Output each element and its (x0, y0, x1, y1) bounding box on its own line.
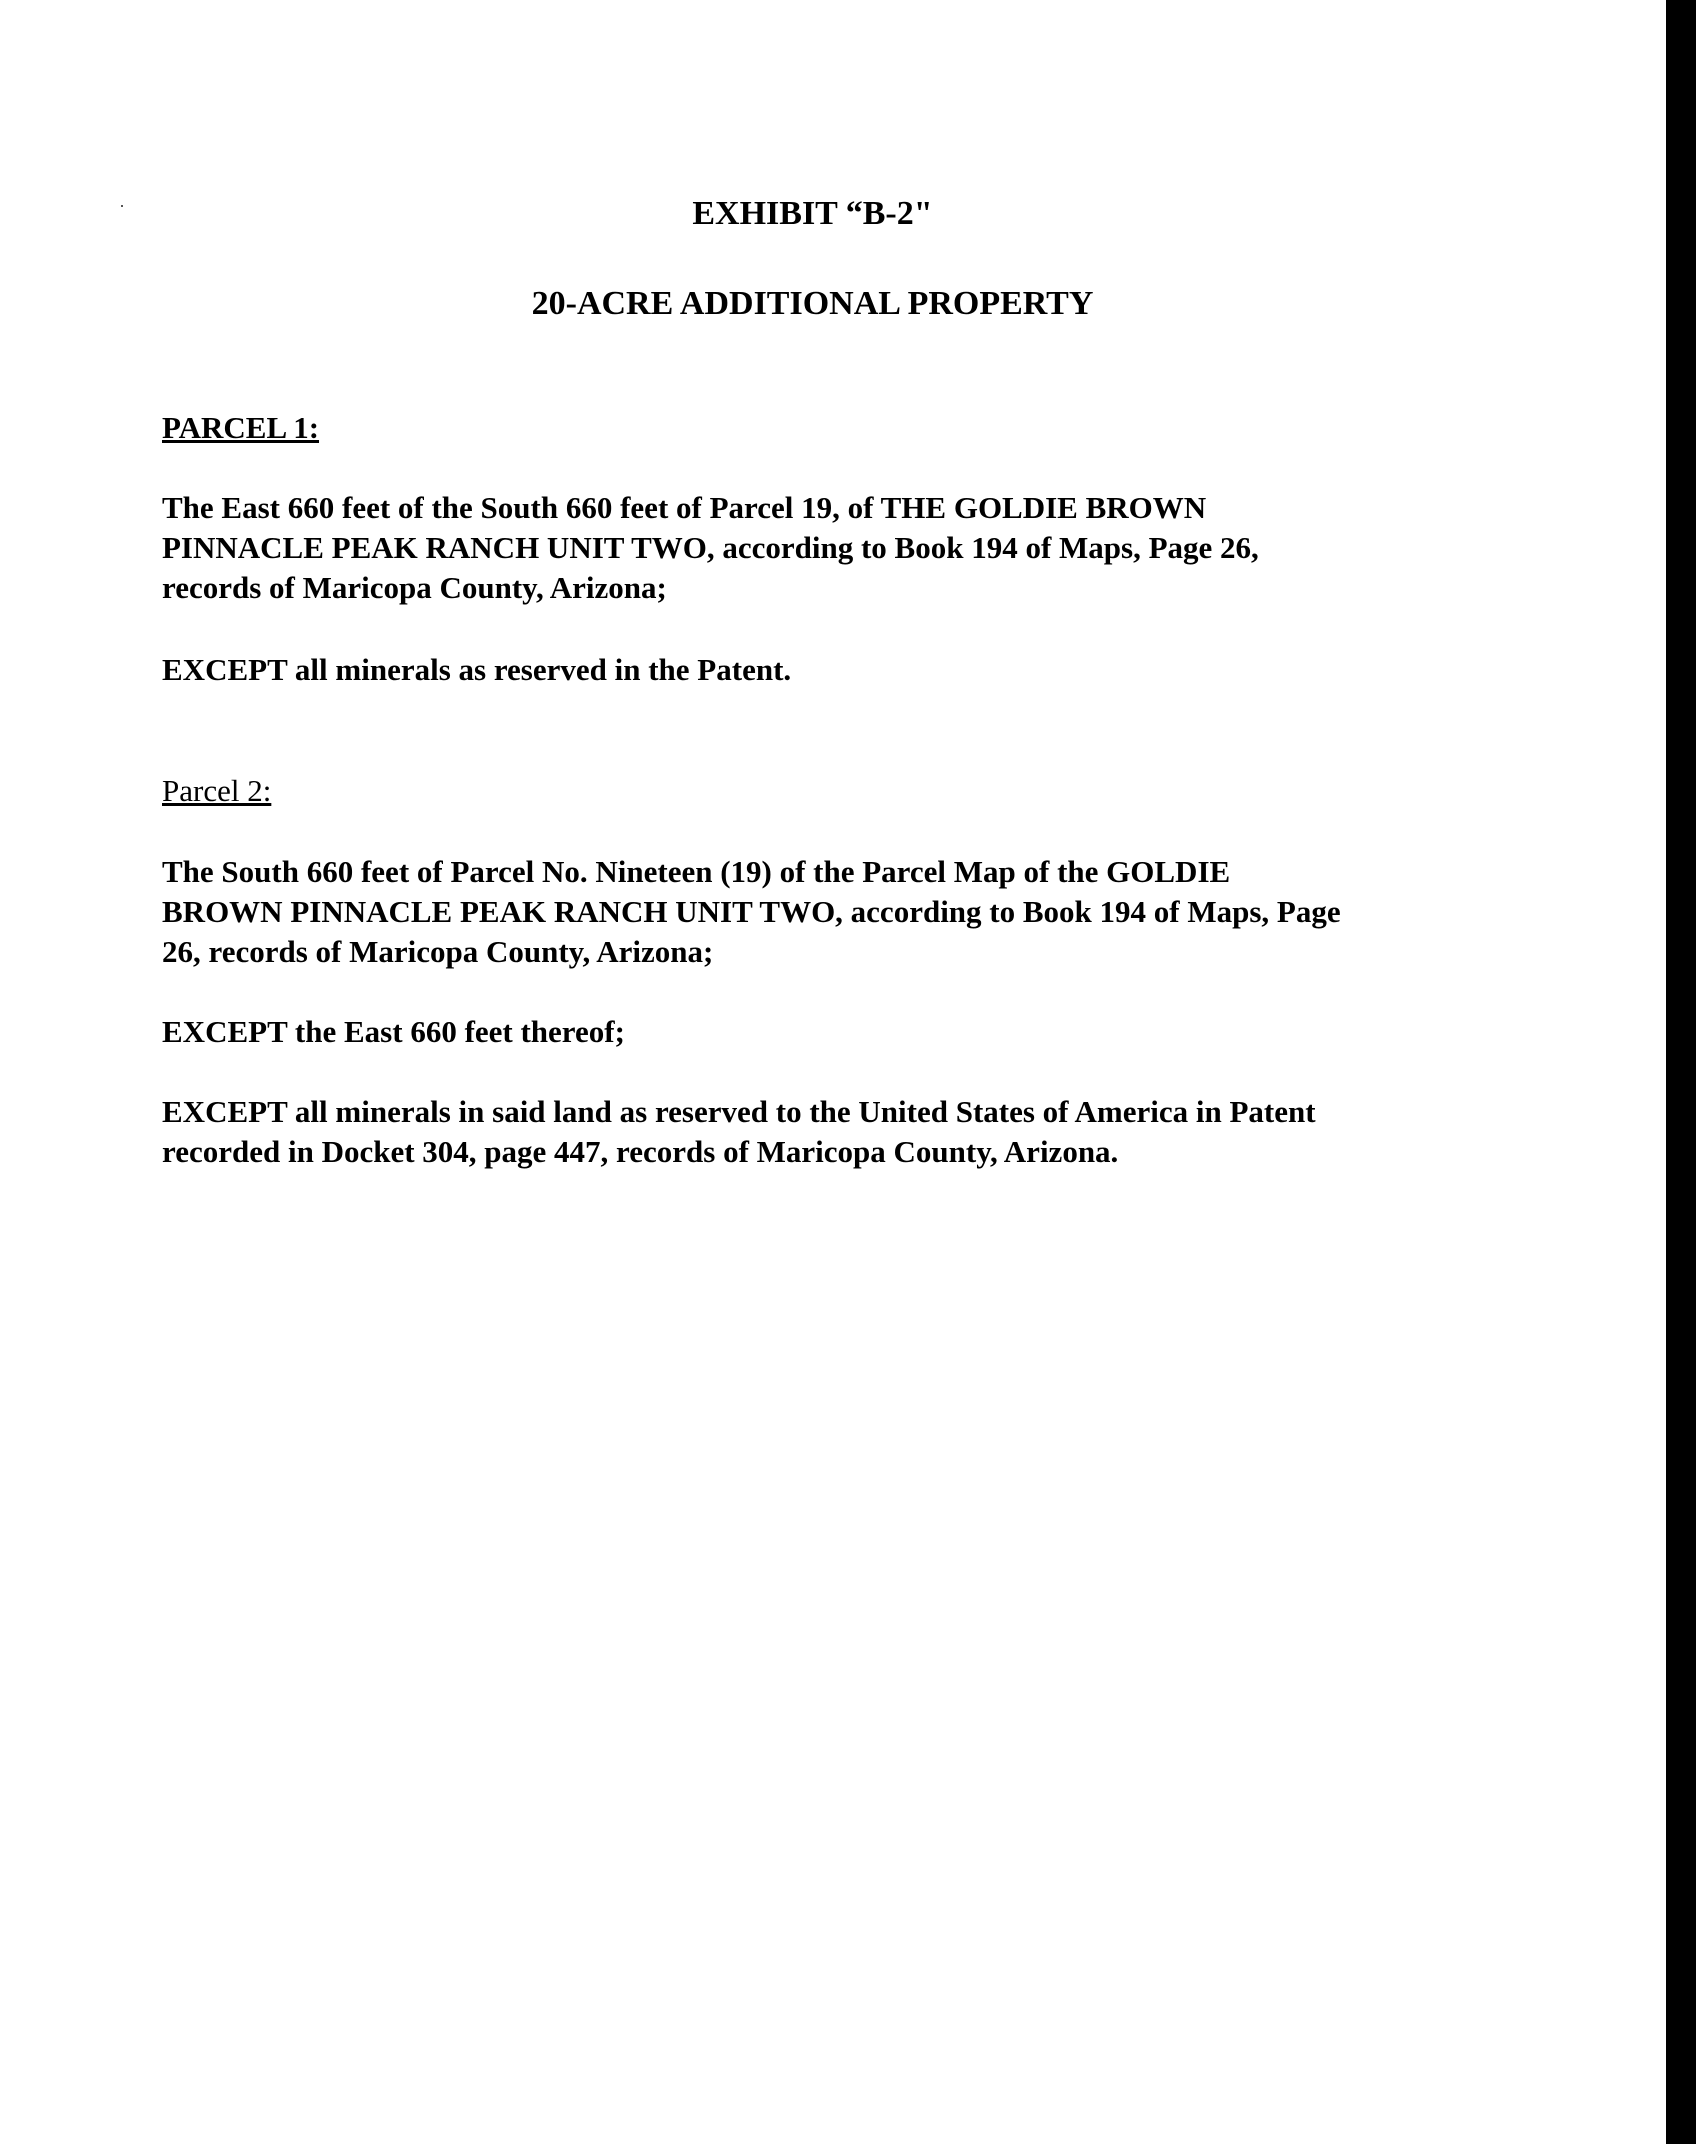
parcel-1-heading: PARCEL 1: (162, 410, 320, 445)
parcel-2-description-line: 26, records of Maricopa County, Arizona; (162, 934, 714, 969)
parcel-1-exception (162, 650, 1482, 690)
parcel-2-heading: Parcel 2: (162, 773, 272, 808)
parcel-1-exception-line: EXCEPT all minerals as reserved in the Patent. (162, 652, 792, 687)
parcel-2-description (162, 852, 1482, 972)
parcel-2-exception-east (162, 1012, 1482, 1052)
exhibit-title: EXHIBIT “B-2" (692, 195, 933, 232)
scan-border (1666, 0, 1696, 2144)
parcel-2-exception-minerals-line: EXCEPT all minerals in said land as reserved to the United States of America in Patent (162, 1094, 1316, 1129)
parcel-2-description-line: The South 660 feet of Parcel No. Nineteen (19) of the Parcel Map of the GOLDIE (162, 854, 1231, 889)
property-subtitle: 20-ACRE ADDITIONAL PROPERTY (531, 285, 1094, 322)
parcel-1-description-line: PINNACLE PEAK RANCH UNIT TWO, according to Book 194 of Maps, Page 26, (162, 530, 1259, 565)
parcel-1-description (162, 488, 1482, 608)
parcel-2-description-line: BROWN PINNACLE PEAK RANCH UNIT TWO, according to Book 194 of Maps, Page (162, 894, 1341, 929)
parcel-1-description-line: records of Maricopa County, Arizona; (162, 570, 667, 605)
parcel-2-exception-minerals-line: recorded in Docket 304, page 447, records of Maricopa County, Arizona. (162, 1134, 1119, 1169)
parcel-2-exception-east-line: EXCEPT the East 660 feet thereof; (162, 1014, 625, 1049)
parcel-2-exception-minerals (162, 1092, 1482, 1172)
parcel-1-description-line: The East 660 feet of the South 660 feet of Parcel 19, of THE GOLDIE BROWN (162, 490, 1207, 525)
